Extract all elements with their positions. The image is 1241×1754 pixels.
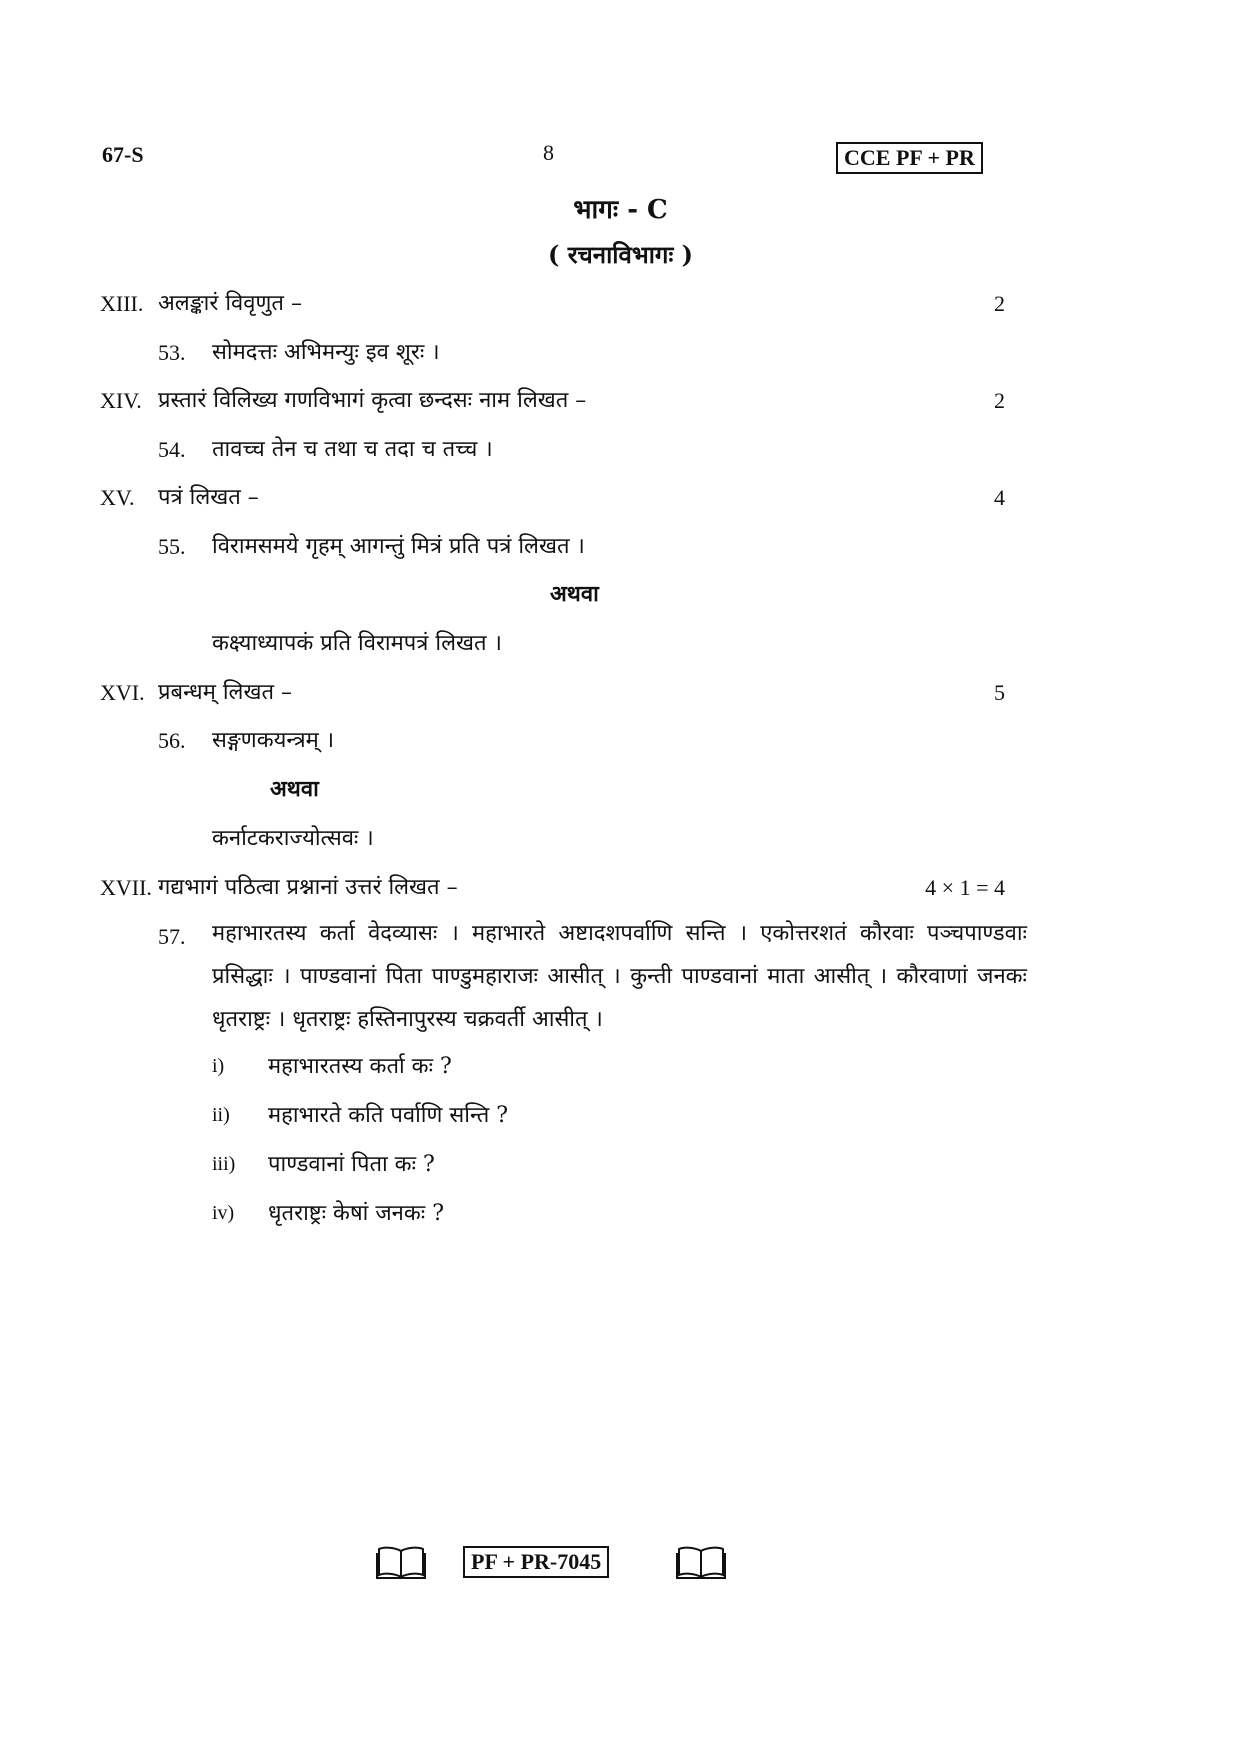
reading-passage: महाभारतस्य कर्ता वेदव्यासः । महाभारते अष्टादशपर्वाणि सन्ति । एकोत्तरशतं कौरवाः पञ्चपाण्डवाः प्रसिद्धाः । पाण्डवानां पिता पाण्डुमहाराजः आसीत् । कुन्ती पाण्डवानां माता आसीत् । कौरवाणां जनकः धृतराष्ट्रः । धृतराष्ट्रः हस्तिनापुरस्य चक्रवर्ती आसीत् । — [212, 921, 1027, 1032]
section-title: भागः - C — [573, 195, 668, 225]
paper-code: 67-S — [102, 142, 144, 167]
question-instruction: प्रबन्धम् लिखत – — [158, 680, 292, 705]
question-instruction: पत्रं लिखत – — [158, 485, 259, 510]
stream-box: CCE PF + PR — [836, 142, 983, 174]
question-instruction: अलङ्कारं विवृणुत – — [158, 291, 302, 316]
question-instruction: प्रस्तारं विलिख्य गणविभागं कृत्वा छन्दसः नाम लिखत – — [158, 388, 587, 413]
question-roman: XVI. — [100, 680, 145, 705]
question-roman: XIII. — [100, 291, 144, 316]
or-label: अथवा — [550, 581, 599, 607]
sub-question-label: iii) — [212, 1153, 236, 1175]
item-text: विरामसमये गृहम् आगन्तुं मित्रं प्रति पत्रं लिखत । — [212, 534, 585, 559]
section-subtitle: ( रचनाविभागः ) — [547, 240, 694, 269]
question-marks: 5 — [994, 680, 1005, 705]
open-book-icon — [376, 1545, 426, 1579]
question-marks: 4 — [994, 485, 1005, 510]
sub-question-label: iv) — [212, 1202, 235, 1224]
sub-question-text: धृतराष्ट्रः केषां जनकः ? — [268, 1201, 445, 1226]
item-number: 55. — [158, 534, 186, 559]
sub-question-text: पाण्डवानां पिता कः ? — [268, 1152, 435, 1177]
item-text: सोमदत्तः अभिमन्युः इव शूरः । — [212, 340, 440, 365]
footer-code-box: PF + PR-7045 — [463, 1546, 609, 1578]
item-number: 54. — [158, 437, 186, 462]
alternative-text: कर्नाटकराज्योत्सवः । — [212, 826, 374, 851]
question-marks: 2 — [994, 388, 1005, 413]
sub-question-text: महाभारतस्य कर्ता कः ? — [268, 1054, 452, 1079]
sub-question-label: ii) — [212, 1104, 230, 1126]
sub-question-text: महाभारते कति पर्वाणि सन्ति ? — [268, 1103, 509, 1128]
question-instruction: गद्यभागं पठित्वा प्रश्नानां उत्तरं लिखत – — [158, 875, 458, 900]
item-number: 56. — [158, 728, 186, 753]
question-marks: 2 — [994, 291, 1005, 316]
page-number: 8 — [543, 140, 554, 165]
item-text: तावच्च तेन च तथा च तदा च तच्च । — [212, 437, 493, 462]
item-text: सङ्गणकयन्त्रम् । — [212, 728, 335, 753]
question-marks: 4 × 1 = 4 — [925, 875, 1005, 900]
sub-question-label: i) — [212, 1055, 225, 1077]
or-label: अथवा — [270, 776, 319, 802]
question-roman: XV. — [100, 485, 135, 510]
item-number: 53. — [158, 340, 186, 365]
passage-number: 57. — [158, 924, 186, 949]
alternative-text: कक्ष्याध्यापकं प्रति विरामपत्रं लिखत । — [212, 631, 502, 656]
question-roman: XIV. — [100, 388, 142, 413]
open-book-icon — [676, 1545, 726, 1579]
question-roman: XVII. — [100, 875, 152, 900]
